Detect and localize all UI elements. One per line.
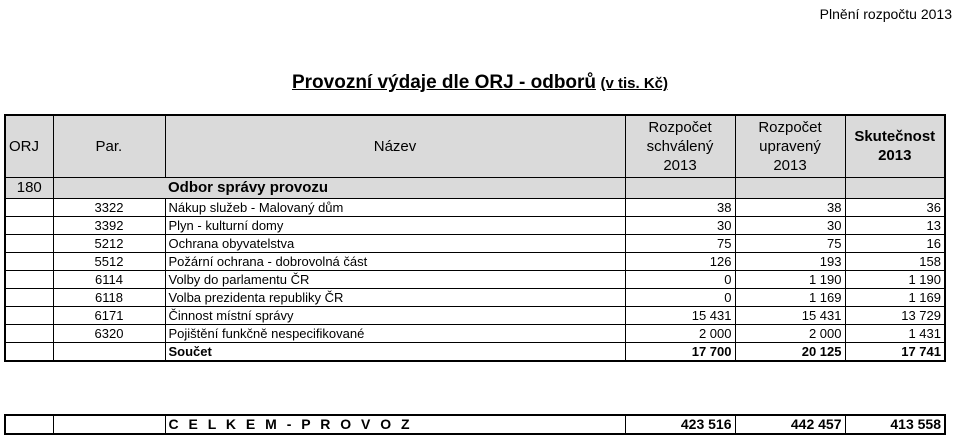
- row-approved: 38: [625, 198, 735, 216]
- row-adjusted: 2 000: [735, 324, 845, 342]
- row-adjusted: 1 169: [735, 288, 845, 306]
- col-header-budget-approved: [625, 115, 735, 177]
- subtotal-actual: 17 741: [845, 342, 945, 361]
- subtotal-adjusted: 20 125: [735, 342, 845, 361]
- row-name: Nákup služeb - Malovaný dům: [165, 198, 625, 216]
- budget-adjusted-line3: 2013: [773, 156, 807, 174]
- row-adjusted: 15 431: [735, 306, 845, 324]
- row-actual: 13 729: [845, 306, 945, 324]
- table-row: [5, 234, 945, 252]
- subtotal-empty-orj: [5, 342, 53, 361]
- row-par: 3392: [53, 216, 165, 234]
- row-name: Pojištění funkčně nespecifikované: [165, 324, 625, 342]
- section-spacer: [53, 177, 165, 198]
- subtotal-label: Součet: [165, 342, 625, 361]
- section-empty-approved: [625, 177, 735, 198]
- section-row: [5, 177, 945, 198]
- row-approved: 15 431: [625, 306, 735, 324]
- row-par: 6114: [53, 270, 165, 288]
- col-header-actual: [845, 115, 945, 177]
- row-orj: [5, 234, 53, 252]
- report-header-note: Plnění rozpočtu 2013: [819, 6, 952, 22]
- row-orj: [5, 288, 53, 306]
- grand-total-label: C E L K E M - P R O V O Z: [165, 415, 625, 434]
- section-name: Odbor správy provozu: [165, 177, 625, 198]
- section-orj: 180: [5, 177, 53, 198]
- budget-approved-line1: Rozpočet: [648, 118, 712, 136]
- budget-approved-line2: schválený: [646, 137, 714, 155]
- section-empty-adjusted: [735, 177, 845, 198]
- col-header-name: Název: [165, 115, 625, 177]
- table-row: [5, 270, 945, 288]
- row-name: Volby do parlamentu ČR: [165, 270, 625, 288]
- grand-total-empty-orj: [5, 415, 53, 434]
- expenses-table: [4, 114, 946, 362]
- row-actual: 36: [845, 198, 945, 216]
- table-row: [5, 324, 945, 342]
- row-adjusted: 75: [735, 234, 845, 252]
- table-row: [5, 288, 945, 306]
- budget-adjusted-line2: upravený: [759, 137, 821, 155]
- row-actual: 158: [845, 252, 945, 270]
- row-name: Ochrana obyvatelstva: [165, 234, 625, 252]
- row-name: Požární ochrana - dobrovolná část: [165, 252, 625, 270]
- col-header-budget-adjusted: [735, 115, 845, 177]
- section-empty-actual: [845, 177, 945, 198]
- row-orj: [5, 216, 53, 234]
- title-main: Provozní výdaje dle ORJ - odborů: [291, 72, 597, 93]
- row-adjusted: 1 190: [735, 270, 845, 288]
- table-row: [5, 198, 945, 216]
- row-par: 3322: [53, 198, 165, 216]
- grand-total-empty-par: [53, 415, 165, 434]
- row-actual: 1 431: [845, 324, 945, 342]
- row-actual: 13: [845, 216, 945, 234]
- grand-total-actual: 413 558: [845, 415, 945, 434]
- row-par: 6171: [53, 306, 165, 324]
- row-orj: [5, 198, 53, 216]
- row-actual: 16: [845, 234, 945, 252]
- title-unit: (v tis. Kč): [600, 75, 668, 92]
- row-orj: [5, 324, 53, 342]
- row-orj: [5, 306, 53, 324]
- row-approved: 30: [625, 216, 735, 234]
- row-actual: 1 169: [845, 288, 945, 306]
- col-header-orj: ORJ: [5, 115, 53, 177]
- subtotal-row: [5, 342, 945, 361]
- row-adjusted: 193: [735, 252, 845, 270]
- row-name: Volba prezidenta republiky ČR: [165, 288, 625, 306]
- grand-total-table: [4, 414, 946, 435]
- row-approved: 2 000: [625, 324, 735, 342]
- grand-total-approved: 423 516: [625, 415, 735, 434]
- row-approved: 0: [625, 288, 735, 306]
- row-approved: 75: [625, 234, 735, 252]
- row-par: 6118: [53, 288, 165, 306]
- table-row: [5, 216, 945, 234]
- row-adjusted: 38: [735, 198, 845, 216]
- row-actual: 1 190: [845, 270, 945, 288]
- row-name: Činnost místní správy: [165, 306, 625, 324]
- actual-line1: Skutečnost: [854, 128, 936, 146]
- budget-approved-line3: 2013: [663, 156, 697, 174]
- subtotal-approved: 17 700: [625, 342, 735, 361]
- row-adjusted: 30: [735, 216, 845, 234]
- table-row: [5, 252, 945, 270]
- grand-total-row: [5, 415, 945, 434]
- row-par: 6320: [53, 324, 165, 342]
- row-par: 5512: [53, 252, 165, 270]
- row-approved: 0: [625, 270, 735, 288]
- row-orj: [5, 270, 53, 288]
- actual-line2: 2013: [878, 147, 912, 165]
- row-approved: 126: [625, 252, 735, 270]
- page-title: [0, 72, 960, 94]
- table-row: [5, 306, 945, 324]
- row-orj: [5, 252, 53, 270]
- row-par: 5212: [53, 234, 165, 252]
- budget-adjusted-line1: Rozpočet: [758, 118, 822, 136]
- subtotal-empty-par: [53, 342, 165, 361]
- grand-total-adjusted: 442 457: [735, 415, 845, 434]
- table-header-row: [5, 115, 945, 177]
- col-header-par: Par.: [53, 115, 165, 177]
- row-name: Plyn - kulturní domy: [165, 216, 625, 234]
